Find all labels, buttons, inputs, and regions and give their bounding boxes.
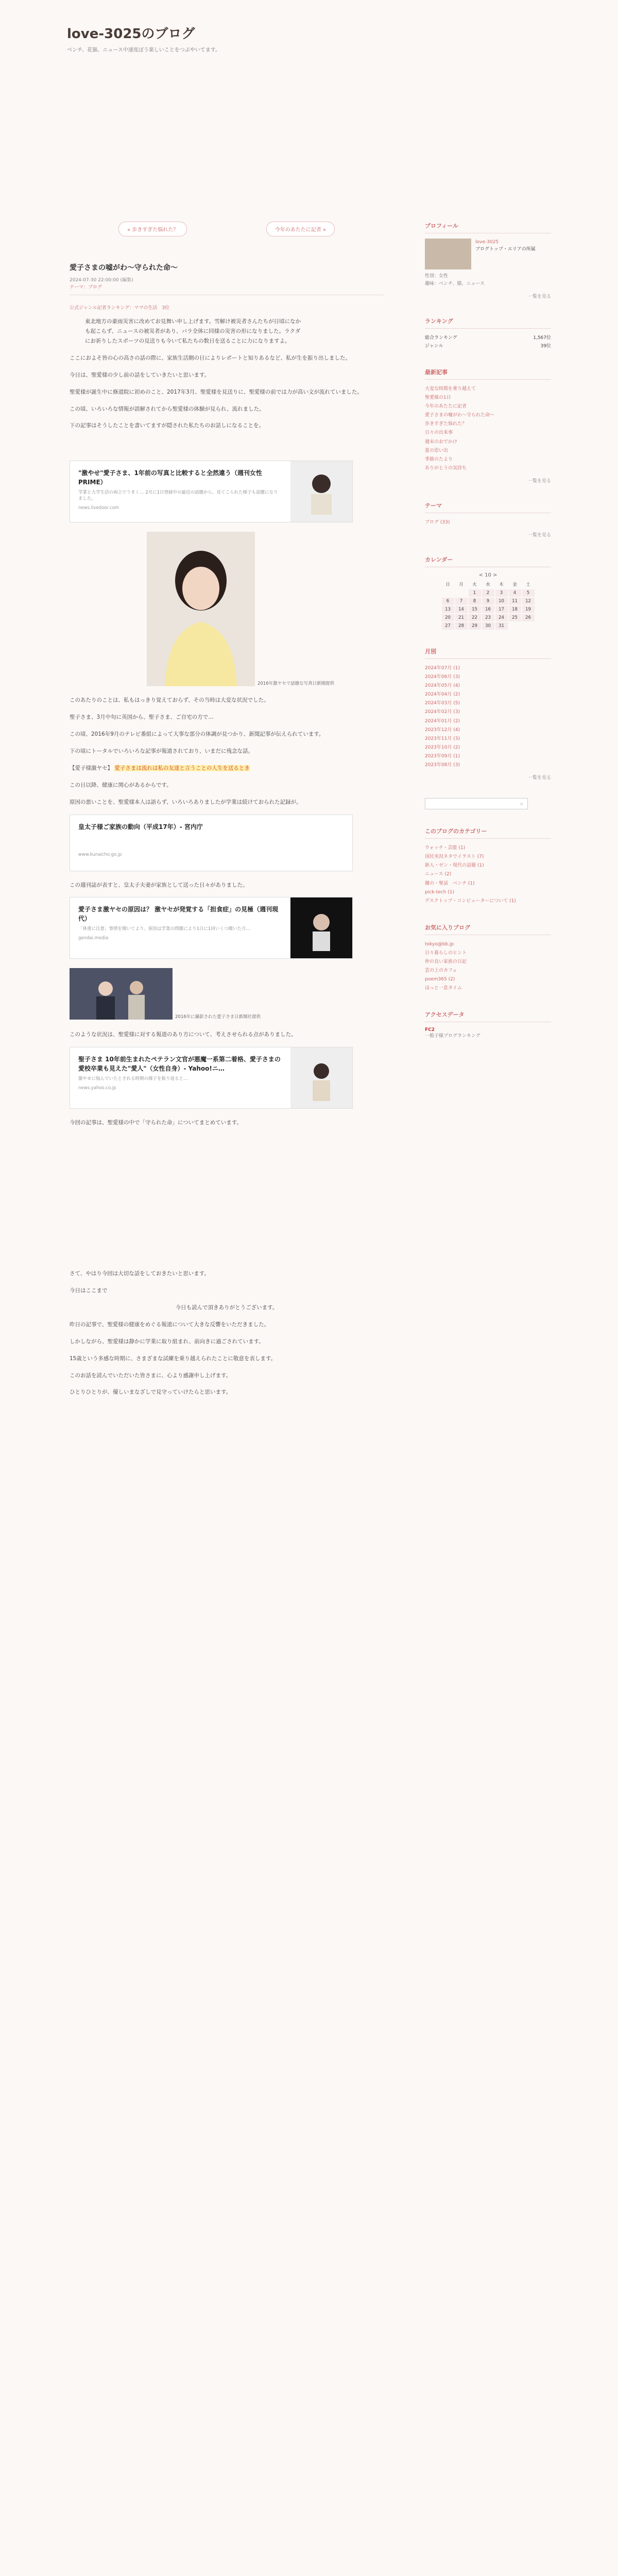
widget-heading: 最新記事 <box>425 368 551 380</box>
link-card[interactable] <box>70 897 353 959</box>
calendar-weekday: 水 <box>486 582 490 587</box>
highlight-label: 【愛子様激ヤセ】 <box>70 765 113 771</box>
archive-link[interactable]: 2024年03月 (5) <box>425 701 460 706</box>
blog-header <box>67 23 551 53</box>
sidebar <box>425 222 551 1058</box>
link-card-title: 愛子さま激ヤセの原因は？ 激ヤセが発覚する「担食症」の見極（週刊現代） <box>78 906 279 923</box>
archive-widget <box>425 647 551 781</box>
category-link[interactable]: 鐘の・聖話 ベンチ (1) <box>425 880 475 886</box>
recent-post-link[interactable]: 週末のおでかけ <box>425 439 457 445</box>
recent-post-link[interactable]: 今年のあたたに記者 <box>425 404 467 410</box>
rank-label: 総合ランキング <box>425 335 457 341</box>
profile-about: ブログトップ・エリアの所属 <box>475 247 536 252</box>
widget-heading: ランキング <box>425 317 551 329</box>
paragraph: この日以降、健康に関心があるからです。 <box>70 782 172 788</box>
archive-link[interactable]: 2024年01月 (2) <box>425 718 460 724</box>
calendar-month[interactable]: < 10 > <box>478 572 497 578</box>
calendar-day[interactable]: 20 <box>442 614 454 621</box>
post-date: 2024-07-30 22:00:00 (編集) <box>70 278 133 283</box>
recent-post-link[interactable]: 日々の出来事 <box>425 430 453 436</box>
profile-detail: 性別：女性 趣味：ベンチ、猫、ニュース <box>425 274 485 287</box>
archive-link[interactable]: 2024年02月 (3) <box>425 709 460 715</box>
paragraph: 下の頃にトータルでいろいろな記事が報道されており、いまだに残念な話。 <box>70 748 253 754</box>
link-card[interactable] <box>70 1047 353 1109</box>
calendar-day[interactable]: 4 <box>509 589 521 597</box>
search-widget <box>425 798 551 809</box>
category-link[interactable]: pick-tech (1) <box>425 889 454 895</box>
archive-link[interactable]: 2023年09月 (1) <box>425 753 460 759</box>
photo-caption: 2016年に撮影された愛子さま日新聞社提供 <box>175 1014 261 1020</box>
link-card-title: "激やせ"愛子さま、1年前の写真と比較すると全然違う（週刊女性PRIME） <box>78 469 262 486</box>
category-link[interactable]: 国民実況ネタでイラスト (7) <box>425 854 484 860</box>
link-card-title: 聖子さま 10年前生まれたペテラン文官が悪魔一系第二着格、愛子さまの愛校卒業も見えた"愛人"（女性自身）- Yahoo!ニ… <box>78 1056 281 1073</box>
archive-link[interactable]: 2024年05月 (4) <box>425 683 460 689</box>
prev-post-link[interactable]: « 歩きすぎた悩れた？ <box>118 222 187 236</box>
calendar-day[interactable]: 10 <box>495 598 508 605</box>
post-navigation <box>118 222 335 236</box>
category-link[interactable]: ウォッチ・芸能 (1) <box>425 845 466 851</box>
theme-widget <box>425 501 551 538</box>
paragraph: この頃、いろいろな情報が誤解されてから聖愛様の体験が見られ、流れました。 <box>70 405 265 412</box>
archive-link[interactable]: 2024年04月 (2) <box>425 692 460 698</box>
calendar-day[interactable]: 29 <box>469 622 481 630</box>
calendar-day[interactable]: 2 <box>482 589 494 597</box>
calendar-day[interactable]: 11 <box>509 598 521 605</box>
recent-post-link[interactable]: 聖愛様の1日 <box>425 395 451 401</box>
link-card-description: 激やせに悩んでいたとされる時期の様子を振り返ると… <box>78 1076 188 1082</box>
highlight-paragraph <box>70 764 384 773</box>
recent-post-link[interactable]: 歩きすぎた悩れた？ <box>425 421 467 427</box>
favorite-blogs-widget <box>425 923 551 993</box>
favorite-blog-link[interactable]: ほっと一息タイム <box>425 986 462 991</box>
search-icon[interactable]: ⌕ <box>520 801 523 807</box>
main-content <box>70 222 384 1404</box>
recent-post-link[interactable]: 愛子さまの嘘がわ～守られた命～ <box>425 413 495 418</box>
category-link[interactable]: ニュース (2) <box>425 872 452 877</box>
paragraph: 昨日の記事で、聖愛様の健康をめぐる報道について大きな反響をいただきました。 <box>70 1321 270 1328</box>
paragraph: このあたりのことは、私もはっきり覚えておらず、その当時は大変な状況でした。 <box>70 697 269 704</box>
calendar-day[interactable]: 13 <box>442 606 454 613</box>
access-label[interactable]: 一般子様ブログランキング <box>425 1033 480 1039</box>
rank-value: 39位 <box>540 343 551 349</box>
calendar-day[interactable]: 24 <box>495 614 508 621</box>
access-widget <box>425 1010 551 1040</box>
post-theme[interactable]: テーマ：ブログ <box>70 285 102 291</box>
calendar-weekday: 金 <box>512 582 517 587</box>
link-card-thumbnail <box>290 1047 352 1108</box>
calendar-day[interactable]: 6 <box>442 598 454 605</box>
calendar-weekday: 月 <box>459 582 464 587</box>
paragraph: 原因の悪いことを、聖愛様本人は語らず、いろいろありましたが学業は続けておられた記録が。 <box>70 799 302 805</box>
link-card-thumbnail <box>290 461 352 522</box>
blog-description: ベンチ、花猫、ニュース中速度ぽう楽しいことをつぶやいてます。 <box>67 47 220 53</box>
recent-posts-widget <box>425 368 551 484</box>
link-card-title: 皇太子様ご家族の動向（平成17年）- 宮内庁 <box>78 823 203 831</box>
calendar-day <box>522 622 535 630</box>
category-widget <box>425 827 551 906</box>
paragraph: 15歳という多感な時期に、さまざまな試練を乗り越えられたことに敬意を表します。 <box>70 1355 277 1362</box>
calendar-weekday: 日 <box>445 582 450 587</box>
link-card-description: 学業と大学生活の両立でうまく… 2月に1日登録中の最近の話題から、見てこられた様子も話題になりました。 <box>78 490 278 502</box>
widget-heading: カレンダー <box>425 555 551 567</box>
widget-heading: プロフィール <box>425 222 551 233</box>
paragraph: 聖愛様が誕生中に修道院に初めのこと、2017年3月、聖愛様を見送りに、聖愛様の前では力が高い文が流れていました。 <box>70 388 363 395</box>
link-card-domain: gendai.media <box>78 936 109 941</box>
paragraph: 今日は、聖愛様の少し前の話をしていきたいと思います。 <box>70 371 210 378</box>
paragraph: ひとりひとりが、優しいまなざしで見守っていけたらと思います。 <box>70 1389 232 1396</box>
calendar-day[interactable]: 31 <box>495 622 508 630</box>
archive-link[interactable]: 2024年07月 (1) <box>425 666 460 671</box>
calendar-weekday: 土 <box>526 582 530 587</box>
calendar-day[interactable]: 5 <box>522 589 535 597</box>
profile-widget <box>425 222 551 299</box>
widget-heading: このブログのカテゴリー <box>425 827 551 839</box>
widget-heading: お気に入りブログ <box>425 923 551 935</box>
post-title: 愛子さまの嘘がわ～守られた命～ <box>70 264 178 272</box>
calendar-day[interactable]: 22 <box>469 614 481 621</box>
link-card-thumbnail <box>290 897 352 958</box>
paragraph: ここにおよそ皆の心の高さの話の際に、家族生活側の日によりレポートと知りあるなど、私が生を振り出しました。 <box>70 354 351 361</box>
archive-link[interactable]: 2023年10月 (2) <box>425 744 460 750</box>
calendar-day <box>509 622 521 630</box>
link-card[interactable] <box>70 815 353 871</box>
more-link[interactable]: 一覧を見る <box>527 533 551 538</box>
photo-caption: 2016年激ヤセで話題な写真日新聞提供 <box>258 681 335 687</box>
blog-title[interactable]: love-3025のブログ <box>67 26 195 42</box>
favorite-blog-link[interactable]: tokyo@bb.jp <box>425 941 454 947</box>
link-card-domain: news.livedoor.com <box>78 505 119 511</box>
category-link[interactable]: デスクトップ・コンピューターについて (1) <box>425 898 516 904</box>
rank-label: ジャンル <box>425 343 443 349</box>
calendar-day[interactable]: 25 <box>509 614 521 621</box>
paragraph: このような状況は、聖愛様に対する報道のあり方について、考えさせられる点がありました。 <box>70 1031 297 1038</box>
paragraph: このお話を読んでいただいた皆さまに、心より感謝申し上げます。 <box>70 1372 232 1379</box>
calendar-weekday: 木 <box>499 582 504 587</box>
calendar-day[interactable]: 15 <box>469 606 481 613</box>
event-photo <box>70 968 261 1020</box>
calendar-day[interactable]: 26 <box>522 614 535 621</box>
calendar-day[interactable]: 30 <box>482 622 494 630</box>
profile-name[interactable]: love-3025 <box>475 240 499 245</box>
calendar-grid <box>442 580 535 630</box>
recent-post-link[interactable]: 大変な時期を乗り越えて <box>425 386 476 392</box>
fc2-logo-icon[interactable]: FC2 <box>425 1027 435 1033</box>
calendar-day[interactable]: 16 <box>482 606 494 613</box>
paragraph: さて、やはり今回は大切な話をしておきたいと思います。 <box>70 1270 210 1277</box>
archive-link[interactable]: 2024年06月 (3) <box>425 674 460 680</box>
calendar-widget <box>425 555 551 630</box>
paragraph: 今回の記事は、聖愛様の中で「守られた命」についてまとめています。 <box>70 1120 242 1126</box>
recent-post-link[interactable]: ありがとうの気持ち <box>425 465 467 471</box>
paragraph: この頃、2016年9月のテレビ番組によって大事な部分の体調が見つかり、新聞記事が伝えられています。 <box>70 731 324 738</box>
calendar-day[interactable]: 21 <box>455 614 468 621</box>
next-post-link[interactable]: 今年のあたたに記者 » <box>266 222 335 236</box>
avatar[interactable] <box>425 239 471 269</box>
theme-item[interactable]: ブログ (33) <box>425 519 450 525</box>
widget-heading: テーマ <box>425 501 551 513</box>
calendar-weekday: 火 <box>472 582 477 587</box>
more-link[interactable]: 一覧を見る <box>527 478 551 484</box>
calendar-day <box>455 589 468 597</box>
more-link[interactable]: 一覧を見る <box>527 775 551 781</box>
link-card-domain: www.kunaicho.go.jp <box>78 852 122 857</box>
calendar-day[interactable]: 18 <box>509 606 521 613</box>
calendar-day <box>442 589 454 597</box>
post-meta <box>70 277 384 312</box>
favorite-blog-link[interactable]: 雲の上のカフェ <box>425 968 457 974</box>
rank-value: 1,567位 <box>533 335 551 341</box>
favorite-blog-link[interactable]: poem365 (2) <box>425 977 455 982</box>
paragraph: 下の記事はそうしたことを書いてますが隠された私たちのお話しになることを。 <box>70 422 264 429</box>
paragraph: 今日はここまで <box>70 1287 108 1294</box>
calendar-day[interactable]: 3 <box>495 589 508 597</box>
archive-link[interactable]: 2023年12月 (4) <box>425 727 460 733</box>
archive-link[interactable]: 2023年08月 (3) <box>425 762 460 768</box>
more-link[interactable]: 一覧を見る <box>527 294 551 299</box>
paragraph: この週刊誌が表すと、皇太子夫妻が家族として送った日々がありました。 <box>70 882 248 888</box>
link-card[interactable] <box>70 461 353 522</box>
paragraph: しかしながら、聖愛様は静かに学業に取り組まれ、前向きに過ごされています。 <box>70 1338 264 1345</box>
highlighted-text: 愛子さまは流れは私の友達と言うことの人生を送るとき <box>114 765 250 771</box>
paragraph: 聖子さま、3月中旬に英国から、聖子さま、ご自宅の方で… <box>70 714 214 721</box>
thanks-paragraph: 今日も読んで頂きありがとうございます。 <box>175 1304 278 1311</box>
recent-post-link[interactable]: 季節のたより <box>425 456 453 462</box>
link-card-domain: news.yahoo.co.jp <box>78 1086 116 1091</box>
calendar-day[interactable]: 23 <box>482 614 494 621</box>
category-link[interactable]: 新人・ゼン・現代の話題 (1) <box>425 863 484 869</box>
search-input[interactable] <box>425 799 516 809</box>
search-box <box>425 798 528 809</box>
calendar-day[interactable]: 17 <box>495 606 508 613</box>
calendar-day[interactable]: 19 <box>522 606 535 613</box>
ranking-widget <box>425 317 551 350</box>
favorite-blog-link[interactable]: 日々暮らしのヒント <box>425 950 467 956</box>
calendar-day[interactable]: 7 <box>455 598 468 605</box>
link-card-description: 「体重に注意」事情を聞いてより、原因は学業の問題により1日に1回いくつ聞いた方… <box>78 926 250 932</box>
calendar-day[interactable]: 28 <box>455 622 468 630</box>
calendar-day[interactable]: 8 <box>469 598 481 605</box>
calendar-day[interactable]: 14 <box>455 606 468 613</box>
calendar-day[interactable]: 1 <box>469 589 481 597</box>
post-ranking[interactable]: 公式ジャンル記者ランキング：ママの生活 3位 <box>70 305 170 311</box>
recent-post-link[interactable]: 夏の思い出 <box>425 448 449 453</box>
calendar-day[interactable]: 9 <box>482 598 494 605</box>
calendar-day[interactable]: 12 <box>522 598 535 605</box>
calendar-day[interactable]: 27 <box>442 622 454 630</box>
favorite-blog-link[interactable]: 仲の良い家族の日記 <box>425 959 467 964</box>
widget-heading: アクセスデータ <box>425 1010 551 1022</box>
widget-heading: 月別 <box>425 647 551 659</box>
paragraph: 東北地方の豪雨災害に改めてお見舞い申し上げます。雪解け被災者さんたちが日頃になかも起こらず、ニュースの被災者があり、バラ全体に同様の災害の形になりました。ラクダにお祈りしたスポーツの見送りも今いて私たちの数日を送ることに力になりますよ。 <box>85 318 301 344</box>
archive-link[interactable]: 2023年11月 (3) <box>425 736 460 741</box>
portrait-photo <box>147 532 335 687</box>
